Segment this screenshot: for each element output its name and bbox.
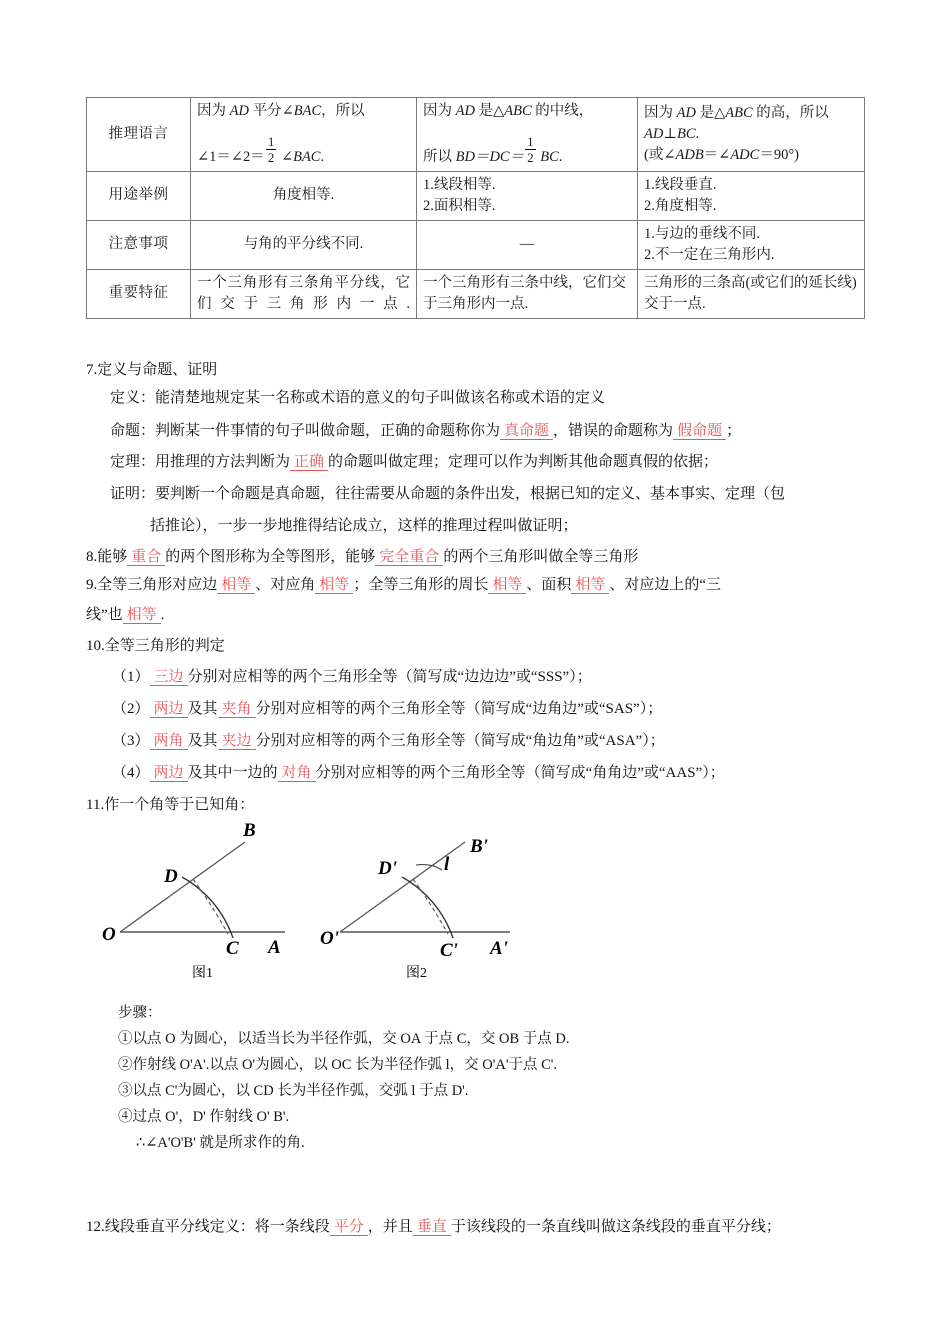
- rule-number: （2）: [112, 701, 150, 717]
- label-o-prime: O': [320, 928, 339, 949]
- label-c-prime: C': [440, 940, 458, 960]
- cell-usage-median: 1.线段相等. 2.面积相等.: [417, 171, 638, 220]
- item7-heading: 7.定义与命题、证明: [86, 362, 218, 378]
- figure-2: [320, 820, 550, 981]
- text: 分别对应相等的两个三角形全等（简写成“边角边”或“SAS”）；: [255, 701, 663, 717]
- item9-line2: [86, 608, 164, 623]
- label-b: B: [243, 820, 256, 841]
- text: 8.能够: [86, 549, 128, 565]
- text: 用推理的方法判断为: [155, 454, 291, 470]
- figure-1-svg: [100, 820, 320, 960]
- cell-notes-median: —: [417, 220, 638, 269]
- text: 9.全等三角形对应边: [86, 577, 218, 593]
- figure-2-svg: [320, 820, 550, 960]
- text: 因为 AD 平分∠BAC，所以: [197, 103, 365, 119]
- theorem-label: 定理：: [110, 454, 156, 470]
- figure-2-caption: 图2: [406, 966, 427, 981]
- blank-coincide: 重合: [127, 549, 165, 566]
- item9-line1: [86, 578, 721, 593]
- row-label-features: 重要特征: [87, 269, 191, 318]
- text: 及其: [187, 733, 218, 749]
- proposition-label: 命题：: [110, 423, 156, 439]
- text: ∠1＝∠2＝ $\frac{1}{2}$ ∠BAC.: [197, 134, 325, 166]
- cell-usage-bisector: 角度相等.: [191, 171, 417, 220]
- text: (或∠ADB＝∠ADC＝90°): [644, 146, 799, 163]
- label-c: C: [226, 938, 239, 959]
- text: 的两个图形称为全等图形，能够: [165, 549, 376, 565]
- item7-proof-line2: 括推论），一步一步地推得结论成立，这样的推理过程叫做证明；: [150, 518, 578, 534]
- label-a-prime: A': [490, 938, 508, 959]
- text: 及其: [187, 701, 218, 717]
- blank-equal-3: 相等: [488, 577, 526, 594]
- cell-features-median: 一个三角形有三条中线，它们交于三角形内一点.: [417, 269, 638, 318]
- chord-cd-dashed: [193, 879, 228, 934]
- text: 分别对应相等的两个三角形全等（简写成“角边角”或“ASA”）；: [255, 733, 665, 749]
- step-3: ③以点 C'为圆心，以 CD 长为半径作弧，交弧 l 于点 D'.: [118, 1083, 469, 1099]
- text: 判断某一件事情的句子叫做命题，正确的命题称你为: [155, 423, 501, 439]
- definition-label: 定义：: [110, 390, 156, 406]
- label-arc-l: l: [444, 854, 450, 875]
- blank-complete-coincide: 完全重合: [375, 549, 443, 566]
- text: 因为 AD 是△ABC 的中线，: [423, 103, 594, 119]
- label-d-prime: D': [378, 858, 397, 879]
- item7-definition: [110, 391, 605, 406]
- step-2: ②作射线 O'A'.以点 O'为圆心，以 OC 长为半径作弧 l，交 O'A'于点 C'.: [118, 1057, 557, 1073]
- blank-two-angles: 两角: [150, 733, 188, 750]
- item7-theorem: [110, 455, 718, 470]
- text: ，错误的命题称为: [553, 423, 674, 439]
- definition-text: 能清楚地规定某一名称或术语的意义的句子叫做该名称或术语的定义: [155, 390, 606, 406]
- text: 的命题叫做定理；定理可以作为判断其他命题真假的依据；: [328, 454, 719, 470]
- item11-heading: 11.作一个角等于已知角：: [86, 797, 255, 813]
- text: 分别对应相等的两个三角形全等（简写成“角角边”或“AAS”）；: [315, 765, 725, 781]
- label-a: A: [268, 937, 281, 958]
- item10-rule-3: [112, 734, 665, 749]
- steps-title: 步骤：: [118, 1005, 162, 1021]
- text: 、对应角: [255, 577, 316, 593]
- blank-true-proposition: 真命题: [500, 423, 553, 440]
- blank-equal-5: 相等: [123, 607, 161, 624]
- row-label-notes: 注意事项: [87, 220, 191, 269]
- text: 线”也: [86, 607, 123, 623]
- table-row: [87, 171, 865, 220]
- blank-three-sides: 三边: [150, 669, 188, 686]
- item7-proof-line1: [110, 487, 785, 502]
- text: 因为 AD 是△ABC 的高，所以 AD⊥BC.: [644, 104, 829, 142]
- row-label-reasoning: 推理语言: [87, 98, 191, 172]
- rule-number: （3）: [112, 733, 150, 749]
- figure-1: [100, 820, 320, 981]
- step-conclusion: ∴∠A'O'B' 就是所求作的角.: [136, 1135, 305, 1151]
- item12: [86, 1220, 781, 1235]
- ray-ob: [120, 842, 245, 932]
- blank-false-proposition: 假命题: [673, 423, 726, 440]
- text: 的两个三角形叫做全等三角形: [443, 549, 639, 565]
- table-row: [87, 98, 865, 172]
- text: 所以 BD＝DC＝ $\frac{1}{2}$ BC.: [423, 134, 563, 166]
- blank-equal-1: 相等: [217, 577, 255, 594]
- cell-altitude-reasoning: [638, 98, 865, 172]
- triangle-lines-table: [86, 97, 864, 319]
- text: 于该线段的一条直线叫做这条线段的垂直平分线；: [450, 1219, 781, 1235]
- blank-correct: 正确: [290, 454, 328, 471]
- cell-notes-altitude: 1.与边的垂线不同. 2.不一定在三角形内.: [638, 220, 865, 269]
- table-row: [87, 269, 865, 318]
- rule-number: （4）: [112, 765, 150, 781]
- cell-median-reasoning: [417, 98, 638, 172]
- row-label-usage: 用途举例: [87, 171, 191, 220]
- text: 及其中一边的: [187, 765, 278, 781]
- label-b-prime: B': [470, 836, 488, 857]
- text: 、对应边上的“三: [609, 577, 722, 593]
- blank-equal-4: 相等: [571, 577, 609, 594]
- cell-usage-altitude: 1.线段垂直. 2.角度相等.: [638, 171, 865, 220]
- item10-rule-2: [112, 702, 662, 717]
- text: 要判断一个命题是真命题，往往需要从命题的条件出发，根据已知的定义、基本事实、定理（包: [155, 486, 786, 502]
- item8: [86, 550, 638, 565]
- item10-rule-1: [112, 670, 592, 685]
- text: .: [160, 607, 165, 623]
- step-4: ④过点 O'，D' 作射线 O' B'.: [118, 1109, 290, 1125]
- item7-proposition: [110, 424, 741, 439]
- figure-1-caption: 图1: [192, 966, 213, 981]
- blank-equal-2: 相等: [315, 577, 353, 594]
- blank-bisect: 平分: [330, 1219, 368, 1236]
- item10-heading: 10.全等三角形的判定: [86, 638, 225, 654]
- cell-bisector-reasoning: [191, 98, 417, 172]
- cell-features-bisector: 一个三角形有三条角平分线，它们交于三角形内一点.: [191, 269, 417, 318]
- step-1: ①以点 O 为圆心，以适当长为半径作弧，交 OA 于点 C，交 OB 于点 D.: [118, 1031, 570, 1047]
- label-d: D: [164, 866, 178, 887]
- blank-included-angle: 夹角: [218, 701, 256, 718]
- item10-rule-4: [112, 766, 725, 781]
- text: 12.线段垂直平分线定义：将一条线段: [86, 1219, 330, 1235]
- proof-label: 证明：: [110, 486, 156, 502]
- table-row: [87, 220, 865, 269]
- blank-included-side: 夹边: [218, 733, 256, 750]
- text: 分别对应相等的两个三角形全等（简写成“边边边”或“SSS”）；: [187, 669, 592, 685]
- rule-number: （1）: [112, 669, 150, 685]
- text: 、面积: [526, 577, 572, 593]
- text: ；全等三角形的周长: [353, 577, 489, 593]
- blank-two-sides-2: 两边: [150, 765, 188, 782]
- blank-two-sides: 两边: [150, 701, 188, 718]
- text: ；: [726, 423, 742, 439]
- label-o: O: [102, 924, 116, 945]
- blank-perpendicular: 垂直: [413, 1219, 451, 1236]
- construction-steps: [118, 1000, 570, 1156]
- cell-notes-bisector: 与角的平分线不同.: [191, 220, 417, 269]
- text: ，并且: [367, 1219, 413, 1235]
- cell-features-altitude: 三角形的三条高(或它们的延长线)交于一点.: [638, 269, 865, 318]
- chord-cd-prime-dashed: [413, 879, 448, 934]
- blank-opposite-angle: 对角: [278, 765, 316, 782]
